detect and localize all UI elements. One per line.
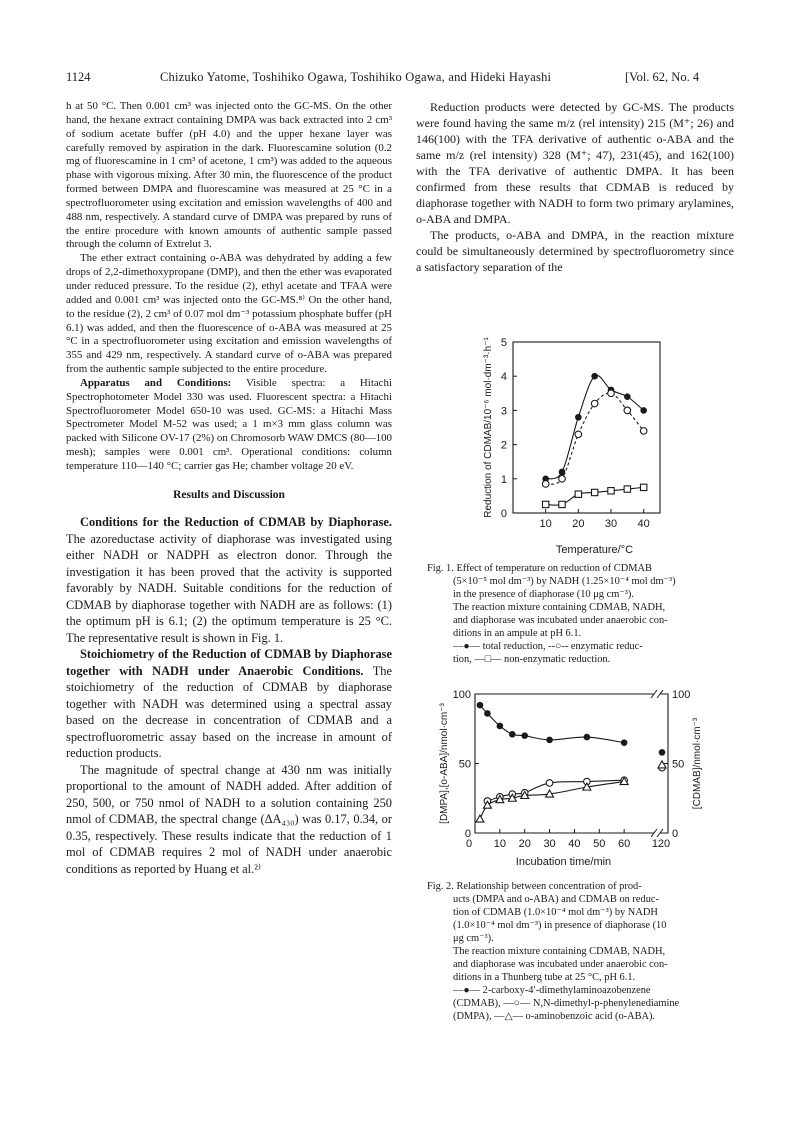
fig1-x-axis-label: Temperature/°C [555, 544, 634, 556]
fig2-caption-line: Fig. 2. Relationship between concentration of prod- [427, 881, 642, 892]
fig1-x-tick-label: 30 [604, 518, 618, 530]
stoichiometry-heading: Stoichiometry of the Reduction of CDMAB by Diaphorase together with NADH under Anaerobic Conditions. [66, 647, 392, 678]
fig2-data-point [621, 739, 628, 746]
fig1-y-tick-label: 0 [500, 508, 507, 520]
fig1-y-axis-label: Reduction of CDMAB/10⁻⁶ mol·dm⁻³·h⁻¹ [483, 337, 494, 518]
fig1-y-tick-label: 2 [500, 439, 507, 452]
fig1-data-point [624, 407, 631, 414]
fig1-data-point [542, 501, 548, 507]
fig2-caption-line: μg cm⁻³). [453, 933, 494, 944]
journal-volume: [Vol. 62, No. 4 [625, 70, 700, 84]
fig2-caption-line: The reaction mixture containing CDMAB, NADH, [453, 946, 666, 957]
fig1-x-tick-label: 10 [539, 518, 552, 530]
page-number: 1124 [66, 70, 91, 84]
fig2-data-point [546, 780, 553, 787]
fig1-caption-line: The reaction mixture containing CDMAB, NADH, [453, 602, 666, 613]
fig1-y-tick-label: 3 [500, 405, 507, 418]
fig2-legend-line: —●— 2-carboxy-4′-dimethylaminoazobenzene [453, 985, 651, 996]
fig2-series-line [487, 780, 624, 801]
stoichiometry-text: The stoichiometry of the reduction of CDMAB by diaphorase together with NADH was determined using a spectral assay based on the decrease in concentration of CDMAB and a spectrofluorometric assay based on the increase in amount of reduction products. [66, 663, 393, 761]
fig2-data-point [658, 761, 666, 768]
fig2-y-right-tick-label: 50 [672, 758, 685, 771]
fig1-data-point [640, 428, 647, 435]
figure-1 [470, 325, 670, 565]
fig1-legend-line: tion, —□— non-enzymatic reduction. [453, 654, 611, 665]
fig1-data-point [559, 501, 565, 507]
conditions-text: The azoreductase activity of diaphorase was investigated using either NADH or NADPH as electron donor. Through the investigation it has been proved that the activity is supported favorably by NADH. Suitable conditions for the reduction of CDMAB by diaphorase together with NADH are as follows: (1) the optimum pH is 6.1; (2) the optimum temperature is 25 °C. The representative result is shown in Fig. 1. [66, 531, 392, 645]
fig1-series-line [546, 375, 644, 479]
fig2-legend-line: (CDMAB), —○— N,N-dimethyl-p-phenylenediamine [453, 998, 680, 1009]
fig1-caption-line: Fig. 1. Effect of temperature on reduction of CDMAB [427, 563, 652, 574]
paragraph-right-1: Reduction products were detected by GC-MS. The products were found having the same m/z (rel intensity) 215 (M⁺; 26) and 146(100) with the TFA derivative of authentic o-ABA and the same m/z (rel intensity) 328 (M⁺; 47), 231(45), and 162(100) with the TFA derivative of authentic DMPA. It has been confirmed from these results that CDMAB is reduced by diaphorase together with NADH to form two primary arylamines, o-ABA and DMPA. [416, 100, 734, 226]
apparatus-text: Visible spectra: a Hitachi Spectrophotometer Model 330 was used. Fluorescent spectra: a Hitachi Spectrofluorometer Model 650-10 was used. GC-MS: a Hitachi Mass Spectrometer Model M-52 was used; a 1 m×3 mm glass column was packed with Silicone OV-17 (2%) on Chromosorb WAW DMCS (80—100 mesh); samples were 0.001 cm³. Operational conditions: column temperature 110—140 °C; carrier gas He; chamber voltage 20 eV. [66, 376, 392, 472]
fig1-x-tick-label: 40 [637, 518, 650, 530]
figure-2-chart [425, 682, 725, 872]
figure-1-chart [470, 325, 670, 560]
fig1-data-point [624, 393, 631, 400]
fig2-x-tick-label: 60 [618, 838, 631, 850]
fig2-data-point [484, 710, 491, 717]
fig2-x-tick-label: 50 [593, 838, 606, 850]
fig1-data-point [608, 390, 615, 397]
fig2-x-tick-label: 40 [568, 838, 581, 850]
fig2-x-axis-label: Incubation time/min [515, 856, 612, 868]
section-heading: Results and Discussion [173, 488, 285, 501]
fig1-caption-line: and diaphorase was incubated under anaerobic con- [453, 615, 668, 626]
fig1-y-tick-label: 1 [500, 473, 507, 486]
results-block [66, 514, 392, 877]
fig2-data-point [497, 723, 504, 730]
paragraph-spectral: The magnitude of spectral change at 430 nm was initially proportional to the amount of NADH added. After addition of 250, 500, or 750 nmol of NADH to a solution containing 250 nmol of CDMAB, the spectral change (ΔA₄₃₀) was 0.17, 0.34, or 0.35, respectively. These results indicate that the reduction of 1 mol of CDMAB requires 2 mol of NADH under anaerobic conditions as reported by Huang et al.²⁾ [66, 762, 392, 876]
fig2-y-left-axis-label: [DMPA],[o-ABA]/nmol·cm⁻³ [439, 703, 450, 824]
fig1-data-point [640, 407, 647, 414]
conditions-heading: Conditions for the Reduction of CDMAB by Diaphorase. [80, 515, 392, 530]
fig2-caption-line: ditions in a Thunberg tube at 25 °C, pH 6.1. [453, 972, 636, 983]
fig1-plot-frame [513, 342, 660, 513]
apparatus-heading: Apparatus and Conditions: [80, 376, 232, 389]
fig2-data-point [584, 734, 591, 741]
fig2-data-point [546, 737, 553, 744]
fig2-x-tick-label: 20 [518, 838, 531, 850]
fig2-data-point [509, 731, 516, 738]
fig1-caption-line: in the presence of diaphorase (10 μg cm⁻³). [453, 589, 634, 600]
fig2-data-point [659, 749, 666, 756]
fig2-x-break-tick-label: 120 [651, 838, 671, 850]
fig1-data-point [591, 489, 597, 495]
fig1-legend-line: —●— total reduction, --○-- enzymatic reduc- [453, 641, 643, 652]
fig1-data-point [575, 491, 581, 497]
fig1-caption-line: ditions in an ampule at pH 6.1. [453, 628, 582, 639]
fig1-data-point [608, 488, 614, 494]
paragraph-right-2: The products, o-ABA and DMPA, in the reaction mixture could be simultaneously determined by spectrofluorometry since a satisfactory separation of the [416, 227, 734, 274]
fig2-y-tick-label: 50 [458, 758, 471, 771]
paragraph-stoichiometry [66, 646, 392, 762]
left-column [66, 100, 392, 877]
paragraph-left-3 [66, 377, 392, 474]
fig1-data-point [575, 414, 582, 421]
fig2-x-origin-label: 0 [465, 838, 473, 850]
fig1-caption-line: (5×10⁻⁵ mol dm⁻³) by NADH (1.25×10⁻⁴ mol dm⁻³) [453, 576, 676, 587]
fig2-legend-line: (DMPA), —△— o-aminobenzoic acid (o-ABA). [453, 1011, 656, 1022]
fig1-data-point [559, 476, 566, 483]
right-column [416, 100, 734, 275]
paragraph-conditions [66, 514, 392, 646]
fig1-data-point [542, 481, 549, 488]
figure-2 [425, 682, 725, 877]
fig2-caption-line: tion of CDMAB (1.0×10⁻⁴ mol dm⁻³) by NADH [453, 907, 658, 918]
paragraph-left-2: The ether extract containing o-ABA was dehydrated by adding a few drops of 2,2-dimethoxypropane (DMP), and then the ether was evaporated under reduced pressure. To the residue (2), ethyl acetate and TFAA were added and 0.001 cm³ was injected onto the GC-MS.⁸⁾ On the other hand, to the residue (2), 2 cm³ of 0.07 mol dm⁻³ potassium phosphate buffer (pH 6.1) was added, and then the fluorescence of o-ABA was measured at 25 °C in a spectrofluorometer using excitation and emission wavelengths of 355 and 429 nm, respectively. A standard curve of o-ABA was prepared from the authentic sample subjected to the entire procedure. [66, 252, 392, 376]
fig2-plot-frame [475, 694, 668, 833]
fig2-x-tick-label: 30 [543, 838, 556, 850]
fig2-caption-line: (1.0×10⁻⁴ mol dm⁻³) in presence of diaphorase (10 [453, 920, 667, 931]
fig1-y-tick-label: 4 [500, 371, 507, 384]
fig2-caption-line: and diaphorase was incubated under anaerobic con- [453, 959, 668, 970]
figure-2-caption [427, 880, 679, 1023]
paragraph-left-1: h at 50 °C. Then 0.001 cm³ was injected onto the GC-MS. On the other hand, the hexane extract containing DMPA was back extracted into 2 cm³ of sodium acetate buffer (pH 4.0) and the upper hexane layer was carefully removed by aspiration in the dark. Fluorescamine solution (0.2 mg of fluorescamine in 1 cm³ of acetone, 1 cm³) was added to the aqueous phase with vigorous mixing. After 30 min, the fluorescence of the product formed between DMPA and fluorescamine was measured at 25 °C in a spectrofluorometer using excitation and emission wavelengths of 400 and 488 nm, respectively. A standard curve of DMPA was prepared by runs of the entire procedure with known amounts of authentic sample passed through the column of Extrelut 3. [66, 100, 392, 251]
fig2-data-point [476, 815, 484, 822]
fig1-data-point [575, 431, 582, 438]
fig2-data-point [477, 702, 484, 709]
fig2-y-right-tick-label: 100 [672, 689, 691, 701]
figure-1-caption [427, 562, 676, 666]
fig1-data-point [640, 484, 646, 490]
fig2-y-tick-label: 0 [464, 828, 471, 840]
fig1-data-point [591, 373, 598, 380]
fig2-y-right-tick-label: 0 [672, 828, 679, 840]
fig2-y-right-axis-label: [CDMAB]/nmol·cm⁻³ [692, 717, 703, 810]
fig1-y-tick-label: 5 [500, 337, 507, 349]
fig2-y-tick-label: 100 [452, 689, 471, 701]
fig2-x-tick-label: 10 [493, 838, 506, 850]
fig1-data-point [624, 486, 630, 492]
fig2-data-point [521, 732, 528, 739]
fig1-x-tick-label: 20 [572, 518, 585, 530]
fig2-caption-line: ucts (DMPA and o-ABA) and CDMAB on reduc- [453, 894, 659, 905]
fig1-data-point [591, 400, 598, 407]
running-authors: Chizuko Yatome, Toshihiko Ogawa, Toshihiko Ogawa, and Hideki Hayashi [160, 70, 552, 84]
